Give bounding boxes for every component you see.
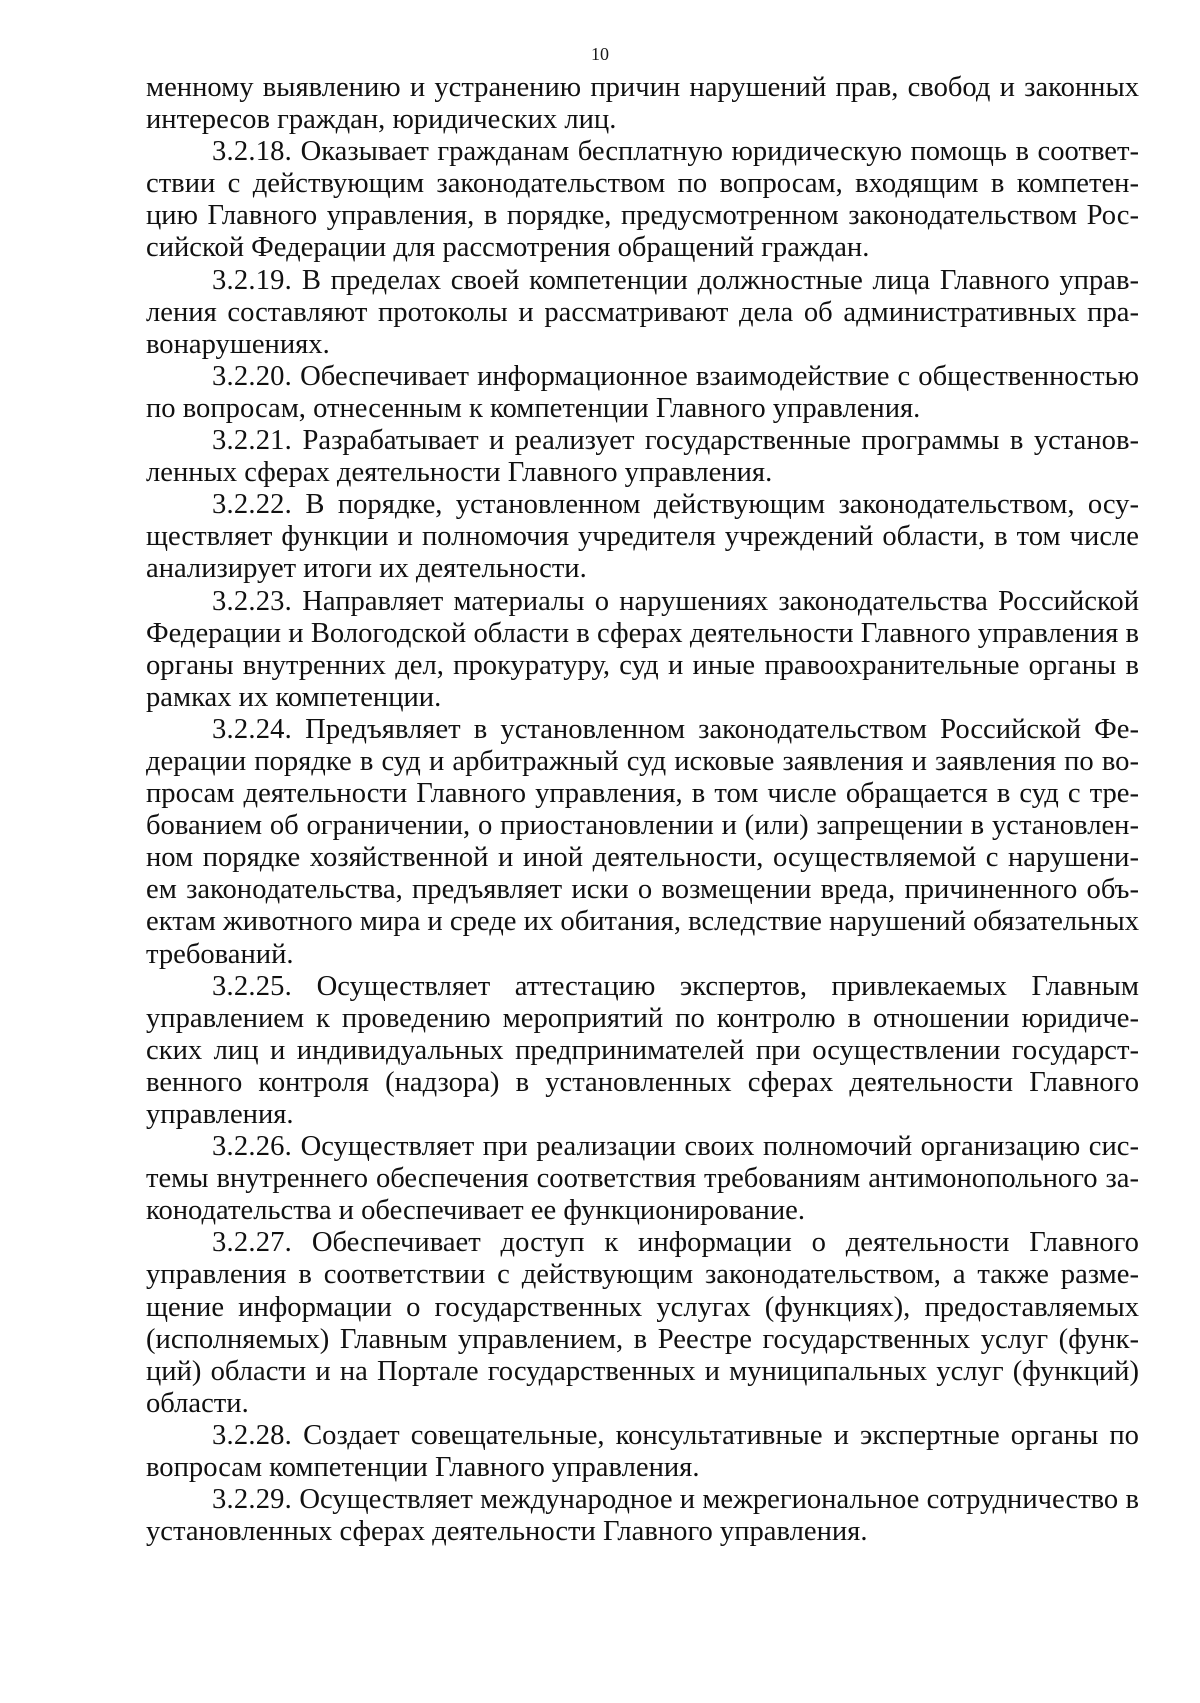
clause-text: Создает совещательные, консультативные и экспертные органы по вопросам компетенции Главного управления. xyxy=(146,1419,1139,1484)
clause-text: Обеспечивает информационное взаимодействие с общественностью по вопросам, отнесенным к компетенции Главного управления. xyxy=(146,360,1139,424)
clause-text: Разрабатывает и реализует государственные программы в установленных сферах деятельности Главного управления. xyxy=(146,425,1139,489)
clause-number: 3.2.27. xyxy=(212,1227,293,1259)
clause-3-2-26 xyxy=(146,1131,1139,1227)
clause-text: Осуществляет международное и межрегиональное сотрудничество в установленных сферах деятельности Главного управления. xyxy=(146,1484,1139,1548)
clause-number: 3.2.21. xyxy=(212,425,293,457)
clause-3-2-27 xyxy=(146,1227,1139,1420)
clause-number: 3.2.24. xyxy=(212,713,293,745)
clause-3-2-20 xyxy=(146,361,1139,425)
clause-3-2-21 xyxy=(146,425,1139,489)
clause-number: 3.2.19. xyxy=(212,264,293,296)
clause-number: 3.2.29. xyxy=(212,1484,293,1516)
clause-3-2-23 xyxy=(146,586,1139,714)
clause-3-2-28 xyxy=(146,1420,1139,1484)
clause-text: Предъявляет в установленном законодательством Российской Федерации порядке в суд и арбитражный суд исковые заявления и заявления по вопросам деятельности Главного управления, в том числе обращается в суд с требованием об ограничении, о приостановлении и (или) запрещении в установленном порядке хозяйственной и иной деятельности, осуществляемой с нарушением законодательства, предъявляет иски о возмещении вреда, причиненного объектам животного мира и среде их обитания, вследствие нарушений обязательных требований. xyxy=(146,713,1139,970)
clause-3-2-25 xyxy=(146,971,1139,1131)
clause-number: 3.2.26. xyxy=(212,1131,293,1163)
clause-number: 3.2.18. xyxy=(212,136,293,168)
clause-number: 3.2.28. xyxy=(212,1419,293,1451)
paragraph-text: менному выявлению и устранению причин нарушений прав, свобод и законных интересов граждан, юридических лиц. xyxy=(146,72,1139,136)
paragraph-continuation xyxy=(146,72,1139,136)
page-number: 10 xyxy=(591,44,609,64)
clause-3-2-18 xyxy=(146,136,1139,264)
clause-text: В порядке, установленном действующим законодательством, осуществляет функции и полномочия учредителя учреждений области, в том числе анализирует итоги их деятельности. xyxy=(146,489,1139,585)
clause-number: 3.2.20. xyxy=(212,360,293,392)
clause-3-2-24 xyxy=(146,714,1139,971)
clause-3-2-29 xyxy=(146,1484,1139,1548)
clause-number: 3.2.23. xyxy=(212,585,293,617)
clause-text: Оказывает гражданам бесплатную юридическую помощь в соответствии с действующим законодательством по вопросам, входящим в компетенцию Главного управления, в порядке, предусмотренном законодательством Российской Федерации для рассмотрения обращений граждан. xyxy=(146,136,1139,264)
clause-text: Обеспечивает доступ к информации о деятельности Главного управления в соответствии с действующим законодательством, а также размещение информации о государственных услугах (функциях), предоставляемых (исполняемых) Главным управлением, в Реестре государственных услуг (функций) области и на Портале государственных и муниципальных услуг (функций) области. xyxy=(146,1227,1139,1419)
clause-3-2-22 xyxy=(146,489,1139,585)
clause-number: 3.2.25. xyxy=(212,970,293,1002)
clause-number: 3.2.22. xyxy=(212,489,293,521)
document-body xyxy=(146,72,1139,1548)
clause-text: В пределах своей компетенции должностные лица Главного управления составляют протоколы и рассматривают дела об административных правонарушениях. xyxy=(146,264,1140,360)
clause-text: Осуществляет при реализации своих полномочий организацию системы внутреннего обеспечения соответствия требованиям антимонопольного законодательства и обеспечивает ее функционирование. xyxy=(146,1131,1140,1227)
clause-text: Осуществляет аттестацию экспертов, привлекаемых Главным управлением к проведению мероприятий по контролю в отношении юридических лиц и индивидуальных предпринимателей при осуществлении государственного контроля (надзора) в установленных сферах деятельности Главного управления. xyxy=(146,970,1139,1130)
clause-3-2-19 xyxy=(146,265,1139,361)
clause-text: Направляет материалы о нарушениях законодательства Российской Федерации и Вологодской области в сферах деятельности Главного управления в органы внутренних дел, прокуратуру, суд и иные правоохранительные органы в рамках их компетенции. xyxy=(146,585,1139,713)
